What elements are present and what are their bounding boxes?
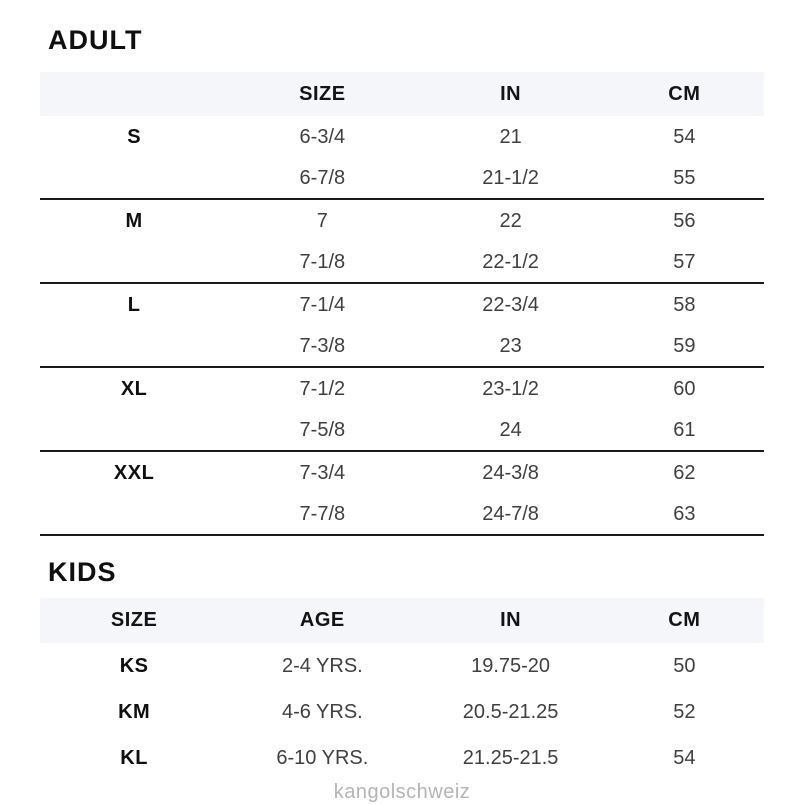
row-label: S [127, 125, 142, 148]
cell-cm: 50 [673, 654, 696, 677]
kids-section-title: KIDS [48, 557, 117, 587]
table-row [40, 735, 764, 781]
cell-size: 7 [316, 209, 328, 232]
cell-in: 24-7/8 [482, 502, 539, 525]
table-row [40, 116, 764, 158]
cell-size: 7-1/4 [299, 293, 346, 316]
row-label: KS [119, 654, 149, 677]
table-row [40, 242, 764, 284]
table-row [40, 200, 764, 242]
cell-cm: 54 [673, 125, 696, 148]
cell-age: 2-4 YRS. [281, 654, 363, 677]
cell-in: 19.75-20 [471, 654, 551, 677]
adult-table-header-row [40, 72, 764, 116]
cell-cm: 60 [673, 377, 696, 400]
cell-in: 22 [499, 209, 522, 232]
row-label: KL [120, 746, 148, 769]
table-row [40, 158, 764, 200]
kids-column-header-cm: CM [668, 609, 701, 631]
cell-cm: 59 [673, 334, 696, 357]
cell-size: 7-3/8 [299, 334, 346, 357]
cell-size: 7-1/8 [299, 250, 346, 273]
table-row [40, 368, 764, 410]
watermark-text: kangolschweiz [333, 781, 471, 803]
cell-in: 24 [499, 418, 522, 441]
kids-column-header-in: IN [500, 609, 522, 631]
cell-size: 7-3/4 [299, 461, 346, 484]
cell-cm: 52 [673, 700, 696, 723]
row-label: KM [118, 700, 151, 723]
table-row [40, 452, 764, 494]
cell-size: 6-3/4 [299, 125, 346, 148]
cell-in: 23-1/2 [482, 377, 539, 400]
row-label: M [125, 209, 143, 232]
table-row [40, 689, 764, 735]
cell-size: 7-1/2 [299, 377, 346, 400]
adult-size-table [40, 72, 764, 536]
cell-size: 6-7/8 [299, 166, 346, 189]
cell-in: 20.5-21.25 [462, 700, 559, 723]
cell-cm: 56 [673, 209, 696, 232]
table-row [40, 410, 764, 452]
table-row [40, 284, 764, 326]
cell-in: 21-1/2 [482, 166, 539, 189]
cell-cm: 63 [673, 502, 696, 525]
cell-in: 21 [499, 125, 522, 148]
adult-column-header-cm: CM [668, 82, 701, 105]
cell-age: 6-10 YRS. [276, 746, 369, 769]
cell-cm: 61 [673, 418, 696, 441]
adult-column-header-in: IN [500, 82, 522, 105]
cell-in: 22-1/2 [482, 250, 539, 273]
cell-cm: 58 [673, 293, 696, 316]
kids-column-header-size: SIZE [110, 609, 158, 631]
row-label: XL [120, 377, 148, 400]
cell-cm: 54 [673, 746, 696, 769]
table-row [40, 643, 764, 689]
table-row [40, 494, 764, 536]
adult-column-header-size: SIZE [299, 82, 346, 105]
kids-table-header-row [40, 598, 764, 643]
cell-cm: 57 [673, 250, 696, 273]
row-label: XXL [113, 461, 155, 484]
adult-section-title: ADULT [48, 25, 143, 55]
cell-in: 23 [499, 334, 522, 357]
cell-in: 21.25-21.5 [462, 746, 559, 769]
kids-size-table [40, 598, 764, 781]
row-label: L [127, 293, 141, 316]
cell-size: 7-7/8 [299, 502, 346, 525]
cell-in: 24-3/8 [482, 461, 539, 484]
table-row [40, 326, 764, 368]
cell-cm: 55 [673, 166, 696, 189]
cell-in: 22-3/4 [482, 293, 539, 316]
cell-size: 7-5/8 [299, 418, 346, 441]
kids-column-header-age: AGE [299, 609, 345, 631]
cell-cm: 62 [673, 461, 696, 484]
cell-age: 4-6 YRS. [281, 700, 363, 723]
